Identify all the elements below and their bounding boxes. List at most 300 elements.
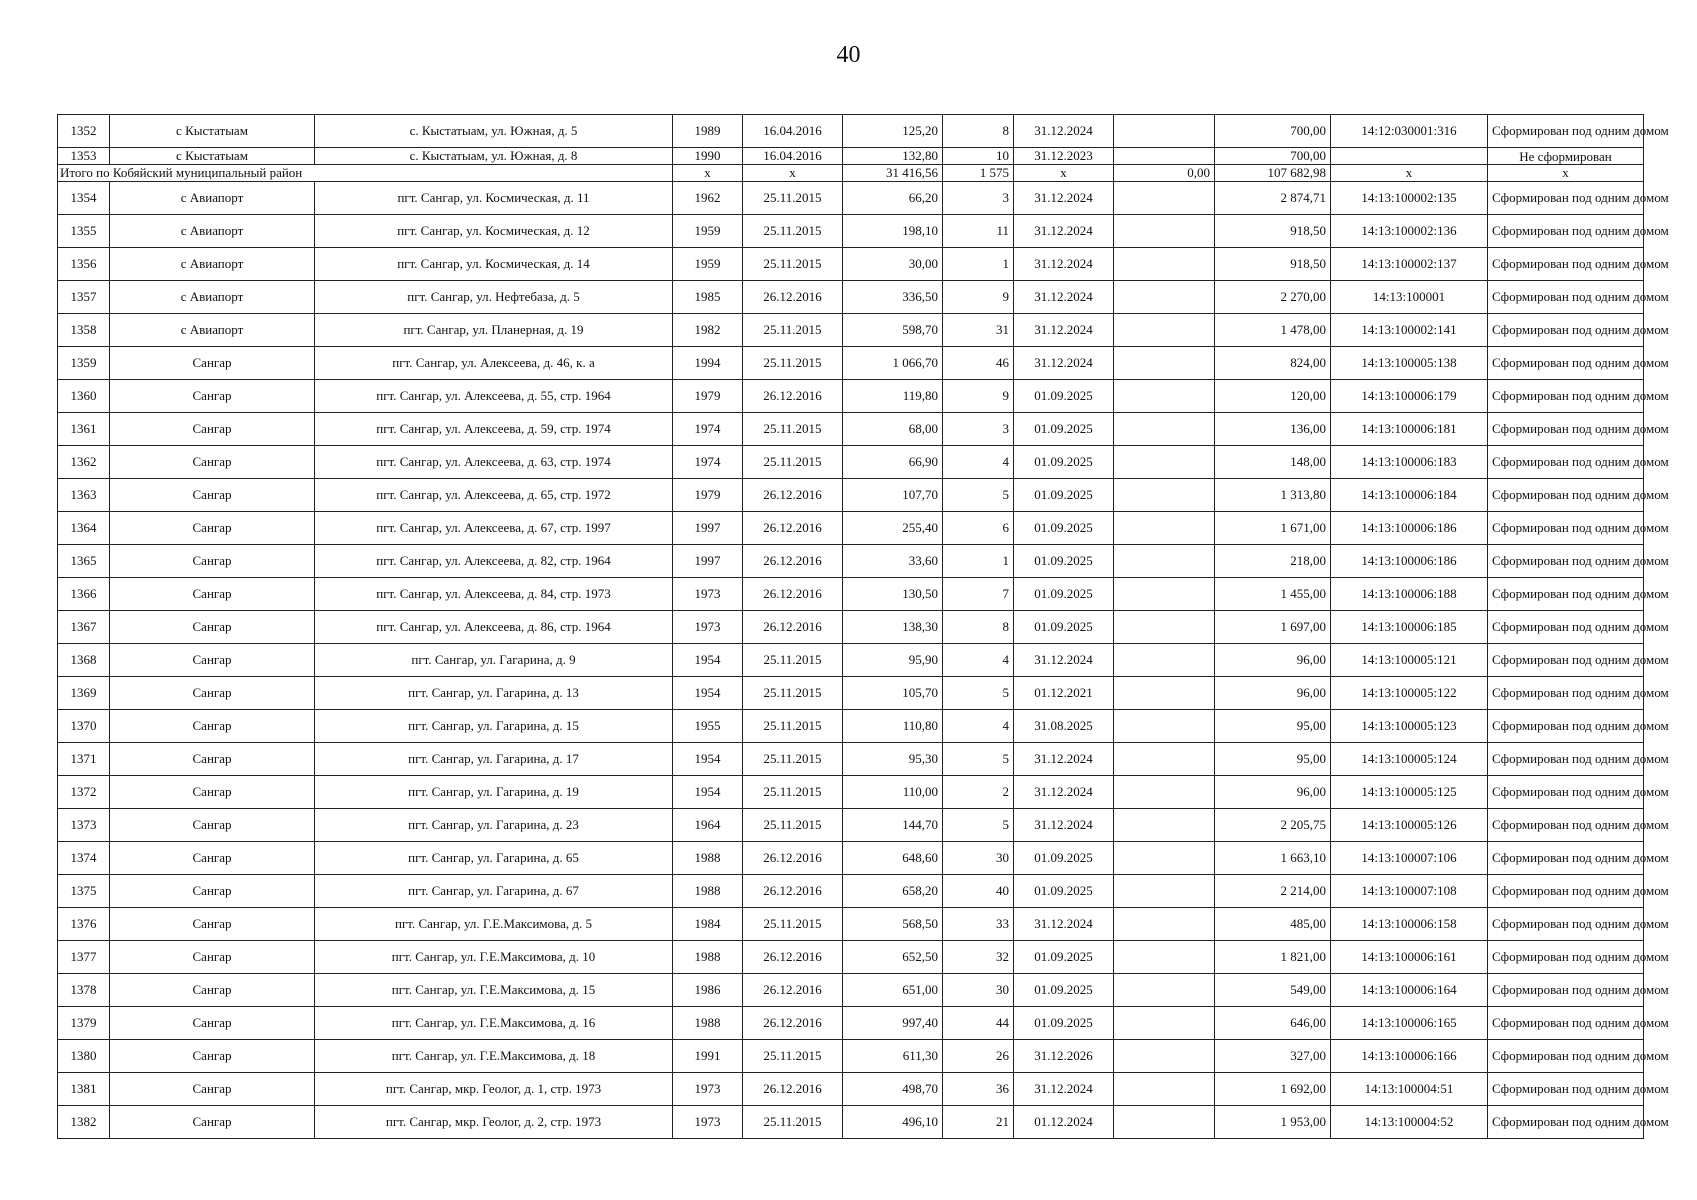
table-row (58, 578, 1644, 611)
row-number-cell: 1361 (58, 413, 110, 446)
land-status-cell: Сформирован под одним домом (1488, 314, 1644, 347)
settlement-cell: Сангар (110, 710, 315, 743)
land-area-cell: 700,00 (1215, 115, 1331, 148)
land-status-cell: Сформирован под одним домом (1488, 182, 1644, 215)
land-status-cell: Сформирован под одним домом (1488, 974, 1644, 1007)
total-amount: 0,00 (1114, 165, 1215, 182)
cadastral-number-cell: 14:13:100005:126 (1331, 809, 1488, 842)
residents-cell: 4 (943, 446, 1014, 479)
land-status-cell: Сформирован под одним домом (1488, 809, 1644, 842)
recognition-date-cell: 25.11.2015 (743, 215, 843, 248)
table-row (58, 908, 1644, 941)
table-row (58, 1007, 1644, 1040)
table-row (58, 479, 1644, 512)
cadastral-number-cell: 14:13:100001 (1331, 281, 1488, 314)
resettlement-deadline-cell: 01.09.2025 (1014, 578, 1114, 611)
address-cell: пгт. Сангар, ул. Космическая, д. 11 (315, 182, 673, 215)
cadastral-number-cell: 14:13:100004:52 (1331, 1106, 1488, 1139)
address-cell: пгт. Сангар, ул. Алексеева, д. 84, стр. 1973 (315, 578, 673, 611)
resettlement-deadline-cell: 01.09.2025 (1014, 545, 1114, 578)
recognition-date-cell: 25.11.2015 (743, 314, 843, 347)
residents-cell: 32 (943, 941, 1014, 974)
recognition-date-cell: 25.11.2015 (743, 413, 843, 446)
residents-cell: 5 (943, 479, 1014, 512)
settlement-cell: Сангар (110, 578, 315, 611)
residents-cell: 30 (943, 842, 1014, 875)
settlement-cell: с Кыстатыам (110, 115, 315, 148)
recognition-date-cell: 26.12.2016 (743, 611, 843, 644)
residents-cell: 36 (943, 1073, 1014, 1106)
cadastral-number-cell: 14:13:100006:185 (1331, 611, 1488, 644)
land-status-cell: Сформирован под одним домом (1488, 941, 1644, 974)
settlement-cell: с Авиапорт (110, 314, 315, 347)
resettlement-deadline-cell: 01.09.2025 (1014, 875, 1114, 908)
recognition-date-cell: 26.12.2016 (743, 842, 843, 875)
cadastral-number-cell: 14:13:100006:164 (1331, 974, 1488, 1007)
area-cell: 611,30 (843, 1040, 943, 1073)
amount-cell (1114, 1106, 1215, 1139)
build-year-cell: 1997 (673, 512, 743, 545)
land-area-cell: 2 874,71 (1215, 182, 1331, 215)
land-area-cell: 485,00 (1215, 908, 1331, 941)
resettlement-deadline-cell: 31.12.2024 (1014, 776, 1114, 809)
settlement-cell: с Авиапорт (110, 215, 315, 248)
area-cell: 66,90 (843, 446, 943, 479)
row-number-cell: 1362 (58, 446, 110, 479)
row-number-cell: 1380 (58, 1040, 110, 1073)
land-status-cell: Сформирован под одним домом (1488, 842, 1644, 875)
area-cell: 498,70 (843, 1073, 943, 1106)
settlement-cell: Сангар (110, 347, 315, 380)
resettlement-deadline-cell: 01.09.2025 (1014, 446, 1114, 479)
cadastral-number-cell: 14:13:100006:179 (1331, 380, 1488, 413)
residents-cell: 8 (943, 115, 1014, 148)
area-cell: 95,30 (843, 743, 943, 776)
amount-cell (1114, 512, 1215, 545)
resettlement-deadline-cell: 01.09.2025 (1014, 413, 1114, 446)
land-status-cell: Сформирован под одним домом (1488, 115, 1644, 148)
recognition-date-cell: 16.04.2016 (743, 148, 843, 165)
table-row (58, 941, 1644, 974)
row-number-cell: 1352 (58, 115, 110, 148)
build-year-cell: 1959 (673, 215, 743, 248)
settlement-cell: Сангар (110, 380, 315, 413)
recognition-date-cell: 25.11.2015 (743, 248, 843, 281)
settlement-cell: Сангар (110, 1040, 315, 1073)
residents-cell: 11 (943, 215, 1014, 248)
address-cell: пгт. Сангар, ул. Алексеева, д. 46, к. а (315, 347, 673, 380)
residents-cell: 44 (943, 1007, 1014, 1040)
row-number-cell: 1367 (58, 611, 110, 644)
area-cell: 110,00 (843, 776, 943, 809)
area-cell: 651,00 (843, 974, 943, 1007)
build-year-cell: 1973 (673, 611, 743, 644)
land-status-cell: Сформирован под одним домом (1488, 677, 1644, 710)
row-number-cell: 1372 (58, 776, 110, 809)
cadastral-number-cell: 14:13:100006:186 (1331, 512, 1488, 545)
build-year-cell: 1989 (673, 115, 743, 148)
land-area-cell: 918,50 (1215, 248, 1331, 281)
recognition-date-cell: 26.12.2016 (743, 380, 843, 413)
area-cell: 68,00 (843, 413, 943, 446)
settlement-cell: Сангар (110, 842, 315, 875)
amount-cell (1114, 1073, 1215, 1106)
area-cell: 658,20 (843, 875, 943, 908)
land-area-cell: 136,00 (1215, 413, 1331, 446)
page-number: 40 (836, 42, 861, 68)
recognition-date-cell: 16.04.2016 (743, 115, 843, 148)
land-area-cell: 700,00 (1215, 148, 1331, 165)
settlement-cell: с Авиапорт (110, 281, 315, 314)
land-status-cell: Сформирован под одним домом (1488, 1106, 1644, 1139)
recognition-date-cell: 26.12.2016 (743, 974, 843, 1007)
resettlement-deadline-cell: 01.09.2025 (1014, 974, 1114, 1007)
row-number-cell: 1381 (58, 1073, 110, 1106)
resettlement-deadline-cell: 31.12.2024 (1014, 644, 1114, 677)
amount-cell (1114, 842, 1215, 875)
residents-cell: 10 (943, 148, 1014, 165)
address-cell: пгт. Сангар, ул. Алексеева, д. 67, стр. 1997 (315, 512, 673, 545)
area-cell: 132,80 (843, 148, 943, 165)
land-status-cell: Сформирован под одним домом (1488, 710, 1644, 743)
amount-cell (1114, 248, 1215, 281)
row-number-cell: 1374 (58, 842, 110, 875)
residents-cell: 30 (943, 974, 1014, 1007)
recognition-date-cell: 26.12.2016 (743, 578, 843, 611)
row-number-cell: 1382 (58, 1106, 110, 1139)
settlement-cell: с Авиапорт (110, 182, 315, 215)
area-cell: 652,50 (843, 941, 943, 974)
table-row (58, 644, 1644, 677)
build-year-cell: 1979 (673, 479, 743, 512)
resettlement-deadline-cell: 31.08.2025 (1014, 710, 1114, 743)
total-residents: 1 575 (943, 165, 1014, 182)
row-number-cell: 1368 (58, 644, 110, 677)
land-status-cell: Сформирован под одним домом (1488, 578, 1644, 611)
land-area-cell: 824,00 (1215, 347, 1331, 380)
total-row (58, 165, 1644, 182)
build-year-cell: 1974 (673, 446, 743, 479)
amount-cell (1114, 908, 1215, 941)
recognition-date-cell: 26.12.2016 (743, 1007, 843, 1040)
land-status-cell: Сформирован под одним домом (1488, 347, 1644, 380)
amount-cell (1114, 677, 1215, 710)
build-year-cell: 1988 (673, 941, 743, 974)
build-year-cell: 1984 (673, 908, 743, 941)
resettlement-deadline-cell: 31.12.2024 (1014, 347, 1114, 380)
recognition-date-cell: 25.11.2015 (743, 446, 843, 479)
amount-cell (1114, 347, 1215, 380)
amount-cell (1114, 611, 1215, 644)
address-cell: пгт. Сангар, ул. Гагарина, д. 65 (315, 842, 673, 875)
amount-cell (1114, 148, 1215, 165)
land-area-cell: 1 663,10 (1215, 842, 1331, 875)
table-row (58, 1040, 1644, 1073)
table-row (58, 281, 1644, 314)
cadastral-number-cell: 14:13:100006:165 (1331, 1007, 1488, 1040)
land-area-cell: 1 821,00 (1215, 941, 1331, 974)
residents-cell: 2 (943, 776, 1014, 809)
address-cell: пгт. Сангар, ул. Гагарина, д. 13 (315, 677, 673, 710)
address-cell: пгт. Сангар, ул. Г.Е.Максимова, д. 16 (315, 1007, 673, 1040)
amount-cell (1114, 380, 1215, 413)
cadastral-number-cell: 14:13:100005:122 (1331, 677, 1488, 710)
address-cell: пгт. Сангар, ул. Космическая, д. 12 (315, 215, 673, 248)
address-cell: пгт. Сангар, ул. Гагарина, д. 15 (315, 710, 673, 743)
land-area-cell: 96,00 (1215, 644, 1331, 677)
row-number-cell: 1366 (58, 578, 110, 611)
row-number-cell: 1365 (58, 545, 110, 578)
recognition-date-cell: 26.12.2016 (743, 875, 843, 908)
table-row (58, 182, 1644, 215)
land-area-cell: 2 214,00 (1215, 875, 1331, 908)
table-row (58, 215, 1644, 248)
settlement-cell: Сангар (110, 809, 315, 842)
residents-cell: 7 (943, 578, 1014, 611)
residents-cell: 8 (943, 611, 1014, 644)
land-status-cell: Сформирован под одним домом (1488, 512, 1644, 545)
row-number-cell: 1364 (58, 512, 110, 545)
cadastral-number-cell: 14:12:030001:316 (1331, 115, 1488, 148)
cadastral-number-cell: 14:13:100005:125 (1331, 776, 1488, 809)
resettlement-deadline-cell: 01.09.2025 (1014, 479, 1114, 512)
address-cell: пгт. Сангар, ул. Алексеева, д. 82, стр. 1964 (315, 545, 673, 578)
build-year-cell: 1962 (673, 182, 743, 215)
land-area-cell: 96,00 (1215, 677, 1331, 710)
amount-cell (1114, 215, 1215, 248)
build-year-cell: 1959 (673, 248, 743, 281)
build-year-cell: 1973 (673, 1073, 743, 1106)
row-number-cell: 1371 (58, 743, 110, 776)
land-status-cell: Сформирован под одним домом (1488, 743, 1644, 776)
table-row (58, 446, 1644, 479)
resettlement-deadline-cell: 01.09.2025 (1014, 1007, 1114, 1040)
table-row (58, 743, 1644, 776)
build-year-cell: 1974 (673, 413, 743, 446)
recognition-date-cell: 25.11.2015 (743, 677, 843, 710)
land-status-cell: Сформирован под одним домом (1488, 1040, 1644, 1073)
cadastral-number-cell: 14:13:100006:181 (1331, 413, 1488, 446)
address-cell: пгт. Сангар, ул. Нефтебаза, д. 5 (315, 281, 673, 314)
resettlement-deadline-cell: 01.09.2025 (1014, 941, 1114, 974)
land-area-cell: 1 313,80 (1215, 479, 1331, 512)
address-cell: пгт. Сангар, ул. Г.Е.Максимова, д. 18 (315, 1040, 673, 1073)
land-status-cell: Сформирован под одним домом (1488, 479, 1644, 512)
address-cell: пгт. Сангар, ул. Космическая, д. 14 (315, 248, 673, 281)
row-number-cell: 1356 (58, 248, 110, 281)
total-deadline: x (1014, 165, 1114, 182)
settlement-cell: Сангар (110, 776, 315, 809)
cadastral-number-cell: 14:13:100004:51 (1331, 1073, 1488, 1106)
recognition-date-cell: 26.12.2016 (743, 512, 843, 545)
area-cell: 255,40 (843, 512, 943, 545)
area-cell: 107,70 (843, 479, 943, 512)
resettlement-deadline-cell: 31.12.2024 (1014, 1073, 1114, 1106)
table-row (58, 380, 1644, 413)
row-number-cell: 1357 (58, 281, 110, 314)
build-year-cell: 1985 (673, 281, 743, 314)
amount-cell (1114, 644, 1215, 677)
table-row (58, 710, 1644, 743)
table-row (58, 677, 1644, 710)
area-cell: 33,60 (843, 545, 943, 578)
address-cell: пгт. Сангар, ул. Алексеева, д. 86, стр. 1964 (315, 611, 673, 644)
row-number-cell: 1363 (58, 479, 110, 512)
land-area-cell: 218,00 (1215, 545, 1331, 578)
resettlement-deadline-cell: 31.12.2024 (1014, 743, 1114, 776)
land-area-cell: 96,00 (1215, 776, 1331, 809)
settlement-cell: Сангар (110, 611, 315, 644)
row-number-cell: 1373 (58, 809, 110, 842)
land-status-cell: Сформирован под одним домом (1488, 776, 1644, 809)
area-cell: 568,50 (843, 908, 943, 941)
table-row (58, 974, 1644, 1007)
land-status-cell: Сформирован под одним домом (1488, 1007, 1644, 1040)
resettlement-deadline-cell: 01.09.2025 (1014, 611, 1114, 644)
housing-registry-table (57, 114, 1669, 1139)
area-cell: 336,50 (843, 281, 943, 314)
land-area-cell: 918,50 (1215, 215, 1331, 248)
land-status-cell: Сформирован под одним домом (1488, 545, 1644, 578)
area-cell: 997,40 (843, 1007, 943, 1040)
table-row (58, 1106, 1644, 1139)
land-status-cell: Сформирован под одним домом (1488, 248, 1644, 281)
residents-cell: 6 (943, 512, 1014, 545)
settlement-cell: Сангар (110, 908, 315, 941)
area-cell: 496,10 (843, 1106, 943, 1139)
land-area-cell: 120,00 (1215, 380, 1331, 413)
total-status: x (1488, 165, 1644, 182)
land-area-cell: 549,00 (1215, 974, 1331, 1007)
residents-cell: 5 (943, 677, 1014, 710)
address-cell: пгт. Сангар, ул. Гагарина, д. 23 (315, 809, 673, 842)
row-number-cell: 1370 (58, 710, 110, 743)
address-cell: пгт. Сангар, ул. Г.Е.Максимова, д. 10 (315, 941, 673, 974)
residents-cell: 46 (943, 347, 1014, 380)
amount-cell (1114, 446, 1215, 479)
settlement-cell: Сангар (110, 743, 315, 776)
table-row (58, 842, 1644, 875)
cadastral-number-cell: 14:13:100002:141 (1331, 314, 1488, 347)
resettlement-deadline-cell: 01.09.2025 (1014, 380, 1114, 413)
settlement-cell: Сангар (110, 644, 315, 677)
settlement-cell: Сангар (110, 1106, 315, 1139)
land-area-cell: 2 205,75 (1215, 809, 1331, 842)
address-cell: пгт. Сангар, ул. Алексеева, д. 55, стр. 1964 (315, 380, 673, 413)
land-status-cell: Сформирован под одним домом (1488, 446, 1644, 479)
table-row (58, 148, 1644, 165)
land-area-cell: 1 953,00 (1215, 1106, 1331, 1139)
recognition-date-cell: 25.11.2015 (743, 1040, 843, 1073)
cadastral-number-cell: 14:13:100006:184 (1331, 479, 1488, 512)
cadastral-number-cell: 14:13:100002:135 (1331, 182, 1488, 215)
amount-cell (1114, 578, 1215, 611)
resettlement-deadline-cell: 31.12.2024 (1014, 182, 1114, 215)
total-year: x (673, 165, 743, 182)
recognition-date-cell: 25.11.2015 (743, 644, 843, 677)
cadastral-number-cell: 14:13:100006:161 (1331, 941, 1488, 974)
build-year-cell: 1990 (673, 148, 743, 165)
settlement-cell: Сангар (110, 875, 315, 908)
amount-cell (1114, 413, 1215, 446)
build-year-cell: 1979 (673, 380, 743, 413)
cadastral-number-cell: 14:13:100005:124 (1331, 743, 1488, 776)
address-cell: пгт. Сангар, ул. Планерная, д. 19 (315, 314, 673, 347)
resettlement-deadline-cell: 31.12.2024 (1014, 314, 1114, 347)
resettlement-deadline-cell: 01.09.2025 (1014, 842, 1114, 875)
residents-cell: 4 (943, 644, 1014, 677)
total-date: x (743, 165, 843, 182)
table-row (58, 611, 1644, 644)
land-area-cell: 2 270,00 (1215, 281, 1331, 314)
recognition-date-cell: 26.12.2016 (743, 545, 843, 578)
cadastral-number-cell: 14:13:100007:106 (1331, 842, 1488, 875)
resettlement-deadline-cell: 31.12.2024 (1014, 115, 1114, 148)
address-cell: пгт. Сангар, ул. Алексеева, д. 63, стр. 1974 (315, 446, 673, 479)
settlement-cell: с Кыстатыам (110, 148, 315, 165)
build-year-cell: 1997 (673, 545, 743, 578)
area-cell: 598,70 (843, 314, 943, 347)
cadastral-number-cell: 14:13:100006:188 (1331, 578, 1488, 611)
cadastral-number-cell: 14:13:100006:166 (1331, 1040, 1488, 1073)
amount-cell (1114, 875, 1215, 908)
land-area-cell: 1 697,00 (1215, 611, 1331, 644)
settlement-cell: Сангар (110, 974, 315, 1007)
recognition-date-cell: 25.11.2015 (743, 710, 843, 743)
resettlement-deadline-cell: 01.12.2021 (1014, 677, 1114, 710)
land-status-cell: Не сформирован (1488, 148, 1644, 165)
settlement-cell: с Авиапорт (110, 248, 315, 281)
table-row (58, 875, 1644, 908)
cadastral-number-cell: 14:13:100007:108 (1331, 875, 1488, 908)
land-status-cell: Сформирован под одним домом (1488, 1073, 1644, 1106)
address-cell: пгт. Сангар, ул. Г.Е.Максимова, д. 5 (315, 908, 673, 941)
address-cell: пгт. Сангар, мкр. Геолог, д. 1, стр. 1973 (315, 1073, 673, 1106)
address-cell: пгт. Сангар, ул. Гагарина, д. 9 (315, 644, 673, 677)
amount-cell (1114, 776, 1215, 809)
area-cell: 95,90 (843, 644, 943, 677)
address-cell: пгт. Сангар, ул. Гагарина, д. 19 (315, 776, 673, 809)
table-row (58, 809, 1644, 842)
amount-cell (1114, 545, 1215, 578)
resettlement-deadline-cell: 31.12.2024 (1014, 281, 1114, 314)
amount-cell (1114, 281, 1215, 314)
settlement-cell: Сангар (110, 446, 315, 479)
build-year-cell: 1954 (673, 677, 743, 710)
resettlement-deadline-cell: 01.09.2025 (1014, 512, 1114, 545)
resettlement-deadline-cell: 31.12.2024 (1014, 215, 1114, 248)
address-cell: с. Кыстатыам, ул. Южная, д. 8 (315, 148, 673, 165)
recognition-date-cell: 25.11.2015 (743, 182, 843, 215)
address-cell: пгт. Сангар, ул. Гагарина, д. 17 (315, 743, 673, 776)
cadastral-number-cell: 14:13:100005:123 (1331, 710, 1488, 743)
land-status-cell: Сформирован под одним домом (1488, 413, 1644, 446)
cadastral-number-cell: 14:13:100006:158 (1331, 908, 1488, 941)
amount-cell (1114, 974, 1215, 1007)
residents-cell: 1 (943, 545, 1014, 578)
land-area-cell: 1 478,00 (1215, 314, 1331, 347)
row-number-cell: 1359 (58, 347, 110, 380)
address-cell: с. Кыстатыам, ул. Южная, д. 5 (315, 115, 673, 148)
settlement-cell: Сангар (110, 479, 315, 512)
residents-cell: 5 (943, 743, 1014, 776)
row-number-cell: 1377 (58, 941, 110, 974)
build-year-cell: 1954 (673, 644, 743, 677)
amount-cell (1114, 941, 1215, 974)
residents-cell: 9 (943, 281, 1014, 314)
area-cell: 30,00 (843, 248, 943, 281)
land-area-cell: 327,00 (1215, 1040, 1331, 1073)
